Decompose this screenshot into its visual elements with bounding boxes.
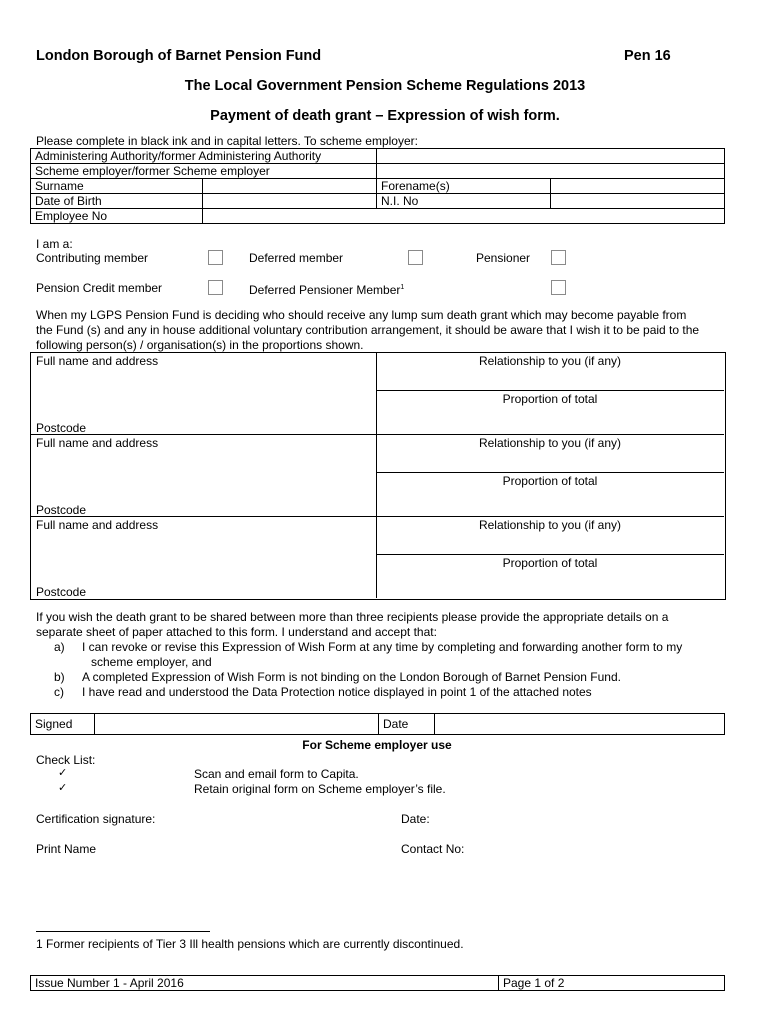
administering-authority-field[interactable] — [377, 149, 725, 164]
employer-use-heading: For Scheme employer use — [302, 738, 452, 752]
recipient-1-name-label: Full name and address — [36, 354, 159, 368]
fund-name: London Borough of Barnet Pension Fund — [36, 48, 322, 64]
recipient-1-proportion-label: Proportion of total — [502, 392, 598, 406]
pension-credit-member-checkbox[interactable] — [208, 280, 223, 295]
recipient-1-relationship-label: Relationship to you (if any) — [478, 354, 622, 368]
deferred-pensioner-member-checkbox[interactable] — [551, 280, 566, 295]
signature-table — [30, 713, 725, 735]
declaration-text — [36, 610, 668, 640]
employee-no-field[interactable] — [203, 209, 725, 224]
recipient-3-postcode-label: Postcode — [36, 585, 87, 599]
declaration-b-marker: b) — [54, 670, 65, 684]
instructions-text: Please complete in black ink and in capital letters. To scheme employer: — [36, 134, 418, 148]
forenames-field[interactable] — [551, 179, 725, 194]
footnote-reference: 1 — [400, 284, 405, 291]
contact-no-label: Contact No: — [401, 842, 465, 856]
checkmark-icon: ✓ — [58, 767, 68, 779]
relationship-divider — [376, 472, 724, 473]
page-number: Page 1 of 2 — [499, 976, 725, 991]
contributing-member-checkbox[interactable] — [208, 250, 223, 265]
wish-text — [36, 308, 699, 353]
recipient-1-postcode-label: Postcode — [36, 421, 87, 435]
checklist-item-retain: Retain original form on Scheme employer’s file. — [194, 782, 446, 796]
signature-field[interactable] — [95, 714, 379, 735]
deferred-member-checkbox[interactable] — [408, 250, 423, 265]
wish-text-line: When my LGPS Pension Fund is deciding who should receive any lump sum death grant which may become payable from — [36, 308, 687, 322]
form-title: Payment of death grant – Expression of wish form. — [210, 108, 560, 124]
surname-field[interactable] — [203, 179, 377, 194]
checkmark-icon: ✓ — [58, 782, 68, 794]
certification-signature-label: Certification signature: — [36, 812, 156, 826]
checklist-label: Check List: — [36, 753, 96, 767]
declaration-a-marker: a) — [54, 640, 65, 654]
surname-label: Surname — [31, 179, 203, 194]
regulations-title: The Local Government Pension Scheme Regulations 2013 — [184, 78, 586, 94]
pensioner-label: Pensioner — [476, 251, 531, 265]
dob-field[interactable] — [203, 194, 377, 209]
wish-text-line: the Fund (s) and any in house additional voluntary contribution arrangement, it should be aware that I wish it to be paid to the — [36, 323, 700, 337]
recipient-3-name-label: Full name and address — [36, 518, 159, 532]
declaration-b-text: A completed Expression of Wish Form is not binding on the London Borough of Barnet Pension Fund. — [82, 670, 621, 684]
administering-authority-label: Administering Authority/former Administering Authority — [31, 149, 377, 164]
checklist-item-scan: Scan and email form to Capita. — [194, 767, 359, 781]
contributing-member-label: Contributing member — [36, 251, 149, 265]
declaration-a-text: I can revoke or revise this Expression of Wish Form at any time by completing and forwarding another form to my — [82, 640, 683, 654]
declaration-line: If you wish the death grant to be shared between more than three recipients please provide the appropriate details on a — [36, 610, 669, 624]
recipient-2-name-label: Full name and address — [36, 436, 159, 450]
ni-no-field[interactable] — [551, 194, 725, 209]
dob-label: Date of Birth — [31, 194, 203, 209]
issue-number: Issue Number 1 - April 2016 — [31, 976, 499, 991]
recipient-row-divider — [30, 516, 724, 517]
ni-no-label: N.I. No — [377, 194, 551, 209]
declaration-line: separate sheet of paper attached to this form. I understand and accept that: — [36, 625, 437, 639]
footnote-text: 1 Former recipients of Tier 3 Ill health pensions which are currently discontinued. — [36, 937, 464, 951]
forenames-label: Forename(s) — [377, 179, 551, 194]
pensioner-checkbox[interactable] — [551, 250, 566, 265]
member-details-table — [30, 148, 725, 224]
declaration-c-text: I have read and understood the Data Protection notice displayed in point 1 of the attached notes — [82, 685, 592, 699]
recipient-2-proportion-label: Proportion of total — [502, 474, 598, 488]
relationship-divider — [376, 554, 724, 555]
certification-date-label: Date: — [401, 812, 430, 826]
form-code: Pen 16 — [624, 48, 671, 64]
pension-credit-member-label: Pension Credit member — [36, 281, 163, 295]
member-type-intro: I am a: — [36, 237, 73, 251]
signature-date-field[interactable] — [435, 714, 725, 735]
deferred-pensioner-text: Deferred Pensioner Member — [249, 283, 401, 297]
print-name-label: Print Name — [36, 842, 97, 856]
recipient-2-postcode-label: Postcode — [36, 503, 87, 517]
recipient-3-proportion-label: Proportion of total — [502, 556, 598, 570]
scheme-employer-label: Scheme employer/former Scheme employer — [31, 164, 377, 179]
deferred-pensioner-member-label — [249, 281, 404, 297]
recipient-2-relationship-label: Relationship to you (if any) — [478, 436, 622, 450]
signed-label: Signed — [31, 714, 95, 735]
wish-text-line: following person(s) / organisation(s) in the proportions shown. — [36, 338, 364, 352]
date-label: Date — [379, 714, 435, 735]
footer-table — [30, 975, 725, 991]
deferred-member-label: Deferred member — [249, 251, 344, 265]
recipient-3-relationship-label: Relationship to you (if any) — [478, 518, 622, 532]
recipient-row-divider — [30, 434, 724, 435]
footnote-separator — [36, 931, 210, 932]
declaration-c-marker: c) — [54, 685, 64, 699]
employee-no-label: Employee No — [31, 209, 203, 224]
relationship-divider — [376, 390, 724, 391]
declaration-a-text-cont: scheme employer, and — [91, 655, 212, 669]
scheme-employer-field[interactable] — [377, 164, 725, 179]
